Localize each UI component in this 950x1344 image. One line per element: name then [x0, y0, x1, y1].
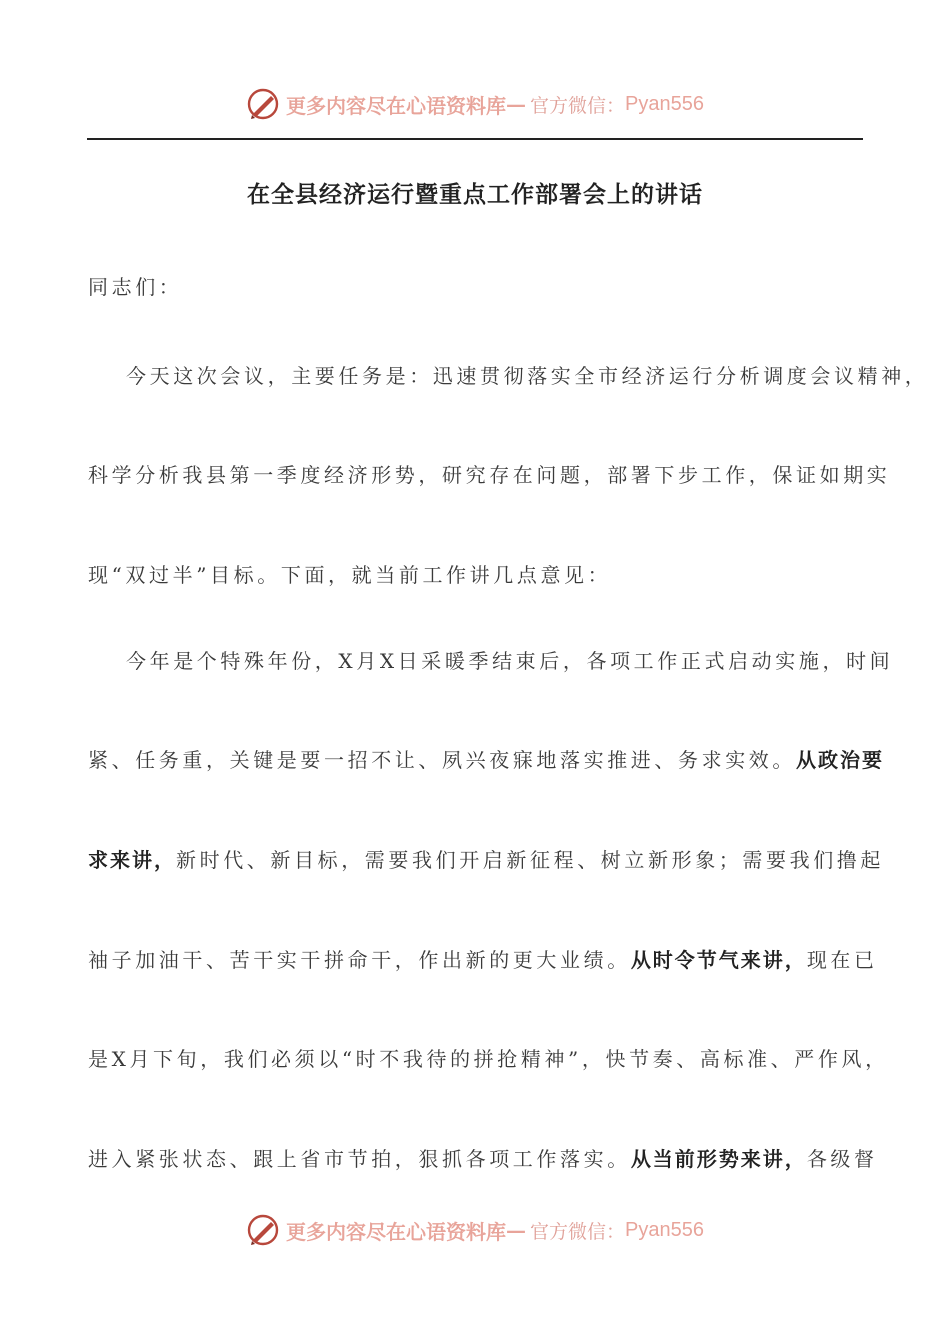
paragraph-line [88, 1145, 878, 1173]
line-text: 进入紧张状态、跟上省市节拍，狠抓各项工作落实。 [88, 1147, 631, 1171]
paragraph-line [88, 946, 878, 974]
paragraph-line: 今年是个特殊年份，X月X日采暖季结束后，各项工作正式启动实施，时间 [126, 649, 894, 673]
paragraph-line: 是X月下旬，我们必须以“时不我待的拼抢精神”，快节奏、高标准、严作风， [88, 1047, 889, 1071]
line-text: 袖子加油干、苦干实干拼命干，作出新的更大业绩。 [88, 948, 631, 972]
header-divider [87, 138, 863, 140]
watermark-wechat-label: 官方微信： [530, 1220, 626, 1243]
bold-phrase: 求来讲， [88, 848, 176, 872]
salutation-line: 同志们： [88, 275, 183, 299]
watermark-wechat-id: Pyan556 [625, 1218, 704, 1241]
header-watermark [0, 84, 950, 124]
bold-phrase: 从当前形势来讲， [630, 1147, 807, 1171]
watermark-site-name: 更多内容尽在心语资料库 [286, 1219, 506, 1244]
paragraph-line: 今天这次会议，主要任务是：迅速贯彻落实全市经济运行分析调度会议精神， [126, 364, 929, 388]
line-text: 新时代、新目标，需要我们开启新征程、树立新形象；需要我们撸起 [176, 848, 884, 872]
watermark-separator: — [506, 1218, 526, 1242]
line-text: 现在已 [806, 948, 878, 972]
footer-watermark [0, 1210, 950, 1250]
paragraph-line [88, 746, 884, 774]
document-title: 在全县经济运行暨重点工作部署会上的讲话 [247, 182, 703, 208]
pen-logo-icon [246, 87, 280, 121]
watermark-wechat-id: Pyan556 [625, 92, 704, 115]
watermark-separator: — [506, 92, 526, 116]
pen-logo-icon [246, 1213, 280, 1247]
paragraph-line: 科学分析我县第一季度经济形势，研究存在问题，部署下步工作，保证如期实 [88, 463, 891, 487]
watermark-site-name: 更多内容尽在心语资料库 [286, 93, 506, 118]
watermark-wechat-label: 官方微信： [530, 94, 626, 117]
line-text: 各级督 [806, 1147, 878, 1171]
bold-phrase: 从政治要 [796, 748, 884, 772]
paragraph-line: 现“双过半”目标。下面，就当前工作讲几点意见： [88, 563, 612, 587]
line-text: 紧、任务重，关键是要一招不让、夙兴夜寐地落实推进、务求实效。 [88, 748, 796, 772]
paragraph-line [88, 846, 884, 874]
bold-phrase: 从时令节气来讲， [630, 948, 807, 972]
